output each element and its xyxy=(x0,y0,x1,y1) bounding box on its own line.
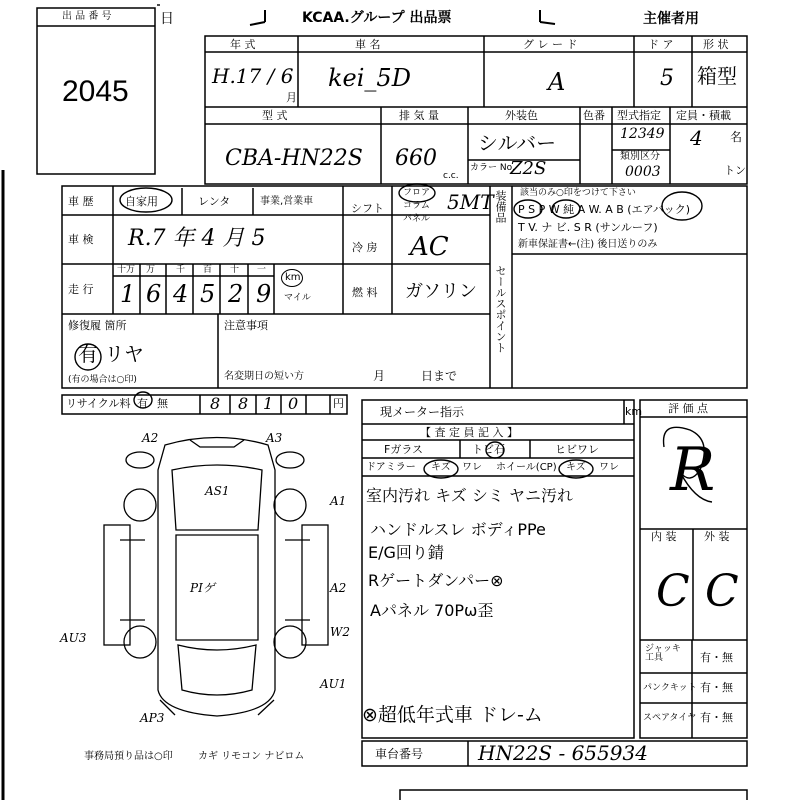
grade-box-label: 評 価 点 xyxy=(668,402,708,415)
grade-value: R xyxy=(670,435,716,505)
mileage-unit-km: km xyxy=(285,272,301,283)
accessory-jack-label: ジャッキ工具 xyxy=(645,644,681,663)
inspection-value: R.7 年 4 月 5 xyxy=(128,226,266,251)
mileage-unit-10: 十 xyxy=(230,265,240,275)
inspector-title: 【 査 定 員 記 入 】 xyxy=(420,426,518,439)
mark-pi: PIゲ xyxy=(190,581,215,595)
interior-label: 内 装 xyxy=(651,530,677,543)
chassis-label: 車台番号 xyxy=(375,747,424,761)
body-type-label: 形 状 xyxy=(703,38,729,51)
mileage-digit-5: 2 xyxy=(228,280,244,308)
inspector-line-4: Rゲートダンパー⊗ xyxy=(368,571,504,590)
history-label: 車 歴 xyxy=(68,195,94,208)
inspection-label: 車 検 xyxy=(68,233,94,246)
short-registration-label: 名変期日の短い方 xyxy=(224,371,304,382)
aircon-value: AC xyxy=(410,232,449,262)
mileage-label: 走 行 xyxy=(68,283,94,296)
history-option-rental: レンタ xyxy=(198,195,231,208)
type-spec-value: 12349 xyxy=(620,126,665,142)
inspector-line-1: 室内汚れ キズ シミ ヤニ汚れ xyxy=(366,486,573,505)
recycle-has: 有 xyxy=(137,397,148,410)
inspector-chip: トビ石 xyxy=(472,443,505,456)
mark-a3: A3 xyxy=(266,431,283,445)
color-code-label: カラー No. xyxy=(470,163,515,173)
accessory-puncture-label: パンクキット xyxy=(643,683,697,693)
mark-a2-front: A2 xyxy=(142,431,159,445)
mark-a2-side: A2 xyxy=(330,581,347,595)
recycle-digit-3: 1 xyxy=(263,394,274,413)
accessory-jack-value: 有・無 xyxy=(700,651,733,664)
repair-note: (有の場合は○印) xyxy=(68,375,137,385)
mark-au3: AU3 xyxy=(60,631,87,645)
meter-label: 現メーター指示 xyxy=(380,405,465,419)
office-note: 事務局預り品は○印 xyxy=(84,751,173,762)
mark-a1: A1 xyxy=(330,494,347,508)
mileage-digit-4: 5 xyxy=(200,280,216,308)
sales-point-label: セールスポイント xyxy=(494,265,507,353)
doors-value: 5 xyxy=(660,66,674,91)
recycle-none: 無 xyxy=(157,397,168,410)
inspector-doormirror-scratch: キズ xyxy=(431,462,451,473)
exterior-label: 外 装 xyxy=(704,530,730,543)
day-suffix: 日 xyxy=(160,11,174,27)
load-unit: トン xyxy=(724,164,746,177)
history-option-private: 自家用 xyxy=(125,195,158,208)
lot-number: 2045 xyxy=(62,75,129,108)
class-label: 類別区分 xyxy=(620,151,660,162)
model-label: 型 式 xyxy=(262,109,288,122)
meter-unit: km xyxy=(625,405,643,418)
inspector-doormirror-broken: ワレ xyxy=(462,462,482,473)
color-no-label: 色番 xyxy=(583,109,605,122)
equipment-line3: 新車保証書←(注) 後日送りのみ xyxy=(518,239,658,250)
grade-label: グ レ ー ド xyxy=(523,38,578,51)
recycle-digit-4: 0 xyxy=(288,394,299,413)
exterior-color-value: シルバー xyxy=(478,131,557,155)
shift-value: 5MT xyxy=(447,190,494,214)
recycle-unit: 円 xyxy=(333,397,344,410)
mileage-digit-1: 1 xyxy=(120,280,136,308)
inspector-line-2: ハンドルスレ ボディPPe xyxy=(370,520,546,539)
capacity-value: 4 xyxy=(690,126,703,150)
notes-day-until: 日まで xyxy=(421,369,458,383)
mileage-unit-100: 百 xyxy=(203,265,213,275)
chassis-value: HN22S - 655934 xyxy=(478,741,648,765)
car-name-label: 車 名 xyxy=(355,38,381,51)
car-diagram xyxy=(104,438,328,717)
class-code-value: 0003 xyxy=(625,164,661,180)
notes-month: 月 xyxy=(373,369,386,383)
color-code-value: Z2S xyxy=(510,158,547,179)
inspector-crack: ヒビワレ xyxy=(555,443,599,456)
mileage-digit-3: 4 xyxy=(173,280,189,308)
mark-w2: W2 xyxy=(330,625,350,639)
inspector-wheel: ホイール(CP) xyxy=(496,462,557,473)
inspector-wheel-scratch: キズ xyxy=(566,462,586,473)
month-unit: 月 xyxy=(286,91,297,104)
inspector-line-6: ⊗超低年式車 ドレ-ム xyxy=(362,704,543,726)
mark-ap3: AP3 xyxy=(140,711,165,725)
car-name-value: kei_5D xyxy=(328,64,411,92)
lot-label: 出 品 番 号 xyxy=(62,11,112,22)
model-value: CBA-HN22S xyxy=(225,146,363,171)
inspector-fglass: Fガラス xyxy=(384,443,423,456)
inspector-line-5: Aパネル 70Pω歪 xyxy=(370,601,494,620)
type-spec-label: 型式指定 xyxy=(617,109,661,122)
equipment-line2: T V. ナ ビ. S R (サンルーフ) xyxy=(518,221,658,234)
cc-unit: c.c. xyxy=(443,171,459,181)
mileage-digit-6: 9 xyxy=(256,280,272,308)
year-value: H.17 / 6 xyxy=(212,64,294,88)
equipment-note: 該当のみ○印をつけて下さい xyxy=(520,188,636,198)
grade-value: A xyxy=(548,68,566,96)
recycle-label: リサイクル料 xyxy=(66,397,131,410)
doors-label: ド ア xyxy=(648,38,674,51)
mileage-unit-100k: 十万 xyxy=(117,265,136,275)
accessory-spare-value: 有・無 xyxy=(700,711,733,724)
displacement-value: 660 xyxy=(395,146,437,171)
body-type-value: 箱型 xyxy=(697,64,737,88)
exterior-color-label: 外装色 xyxy=(505,109,538,122)
shift-option-column: コラム xyxy=(403,201,430,211)
mileage-unit-1k: 千 xyxy=(176,265,186,275)
mileage-unit-mile: マイル xyxy=(284,293,311,303)
fuel-label: 燃 料 xyxy=(352,286,378,299)
exterior-value: C xyxy=(705,566,739,617)
inspector-line-3: E/G回り錆 xyxy=(368,543,444,562)
accessory-spare-label: スペアタイヤ xyxy=(643,713,697,723)
mark-au1: AU1 xyxy=(320,677,347,691)
capacity-label: 定員・積載 xyxy=(676,109,731,122)
recycle-digit-1: 8 xyxy=(210,394,221,413)
mileage-unit-10k: 万 xyxy=(146,265,156,275)
capacity-unit: 名 xyxy=(730,130,743,144)
history-option-business: 事業,営業車 xyxy=(260,196,314,207)
year-label: 年 式 xyxy=(230,38,256,51)
shift-label: シフト xyxy=(351,202,384,215)
form-title: KCAA.グループ 出品票 xyxy=(302,10,452,26)
accessory-puncture-value: 有・無 xyxy=(700,681,733,694)
office-items: カギ リモコン ナビロム xyxy=(198,751,305,762)
fuel-value: ガソリン xyxy=(405,281,477,302)
aircon-label: 冷 房 xyxy=(352,241,378,254)
mileage-digit-2: 6 xyxy=(146,280,162,308)
mark-as1: AS1 xyxy=(205,484,230,498)
shift-option-panel: パネル xyxy=(403,214,431,224)
interior-value: C xyxy=(656,566,690,617)
organizer-label: 主催者用 xyxy=(643,11,699,27)
repair-label: 修復履 箇所 xyxy=(68,319,127,332)
shift-option-floor: フロア xyxy=(403,188,431,198)
equipment-line1: P S P W 純 A W. A B (エアバック) xyxy=(518,203,691,216)
notes-label: 注意事項 xyxy=(224,319,268,332)
mileage-unit-1: 一 xyxy=(257,265,267,275)
inspector-doormirror: ドアミラー xyxy=(366,462,416,473)
inspector-wheel-broken: ワレ xyxy=(599,462,619,473)
displacement-label: 排 気 量 xyxy=(399,109,439,122)
recycle-digit-2: 8 xyxy=(238,394,249,413)
equipment-label: 装備品 xyxy=(494,190,507,223)
repair-value: 有 リヤ xyxy=(78,342,144,366)
